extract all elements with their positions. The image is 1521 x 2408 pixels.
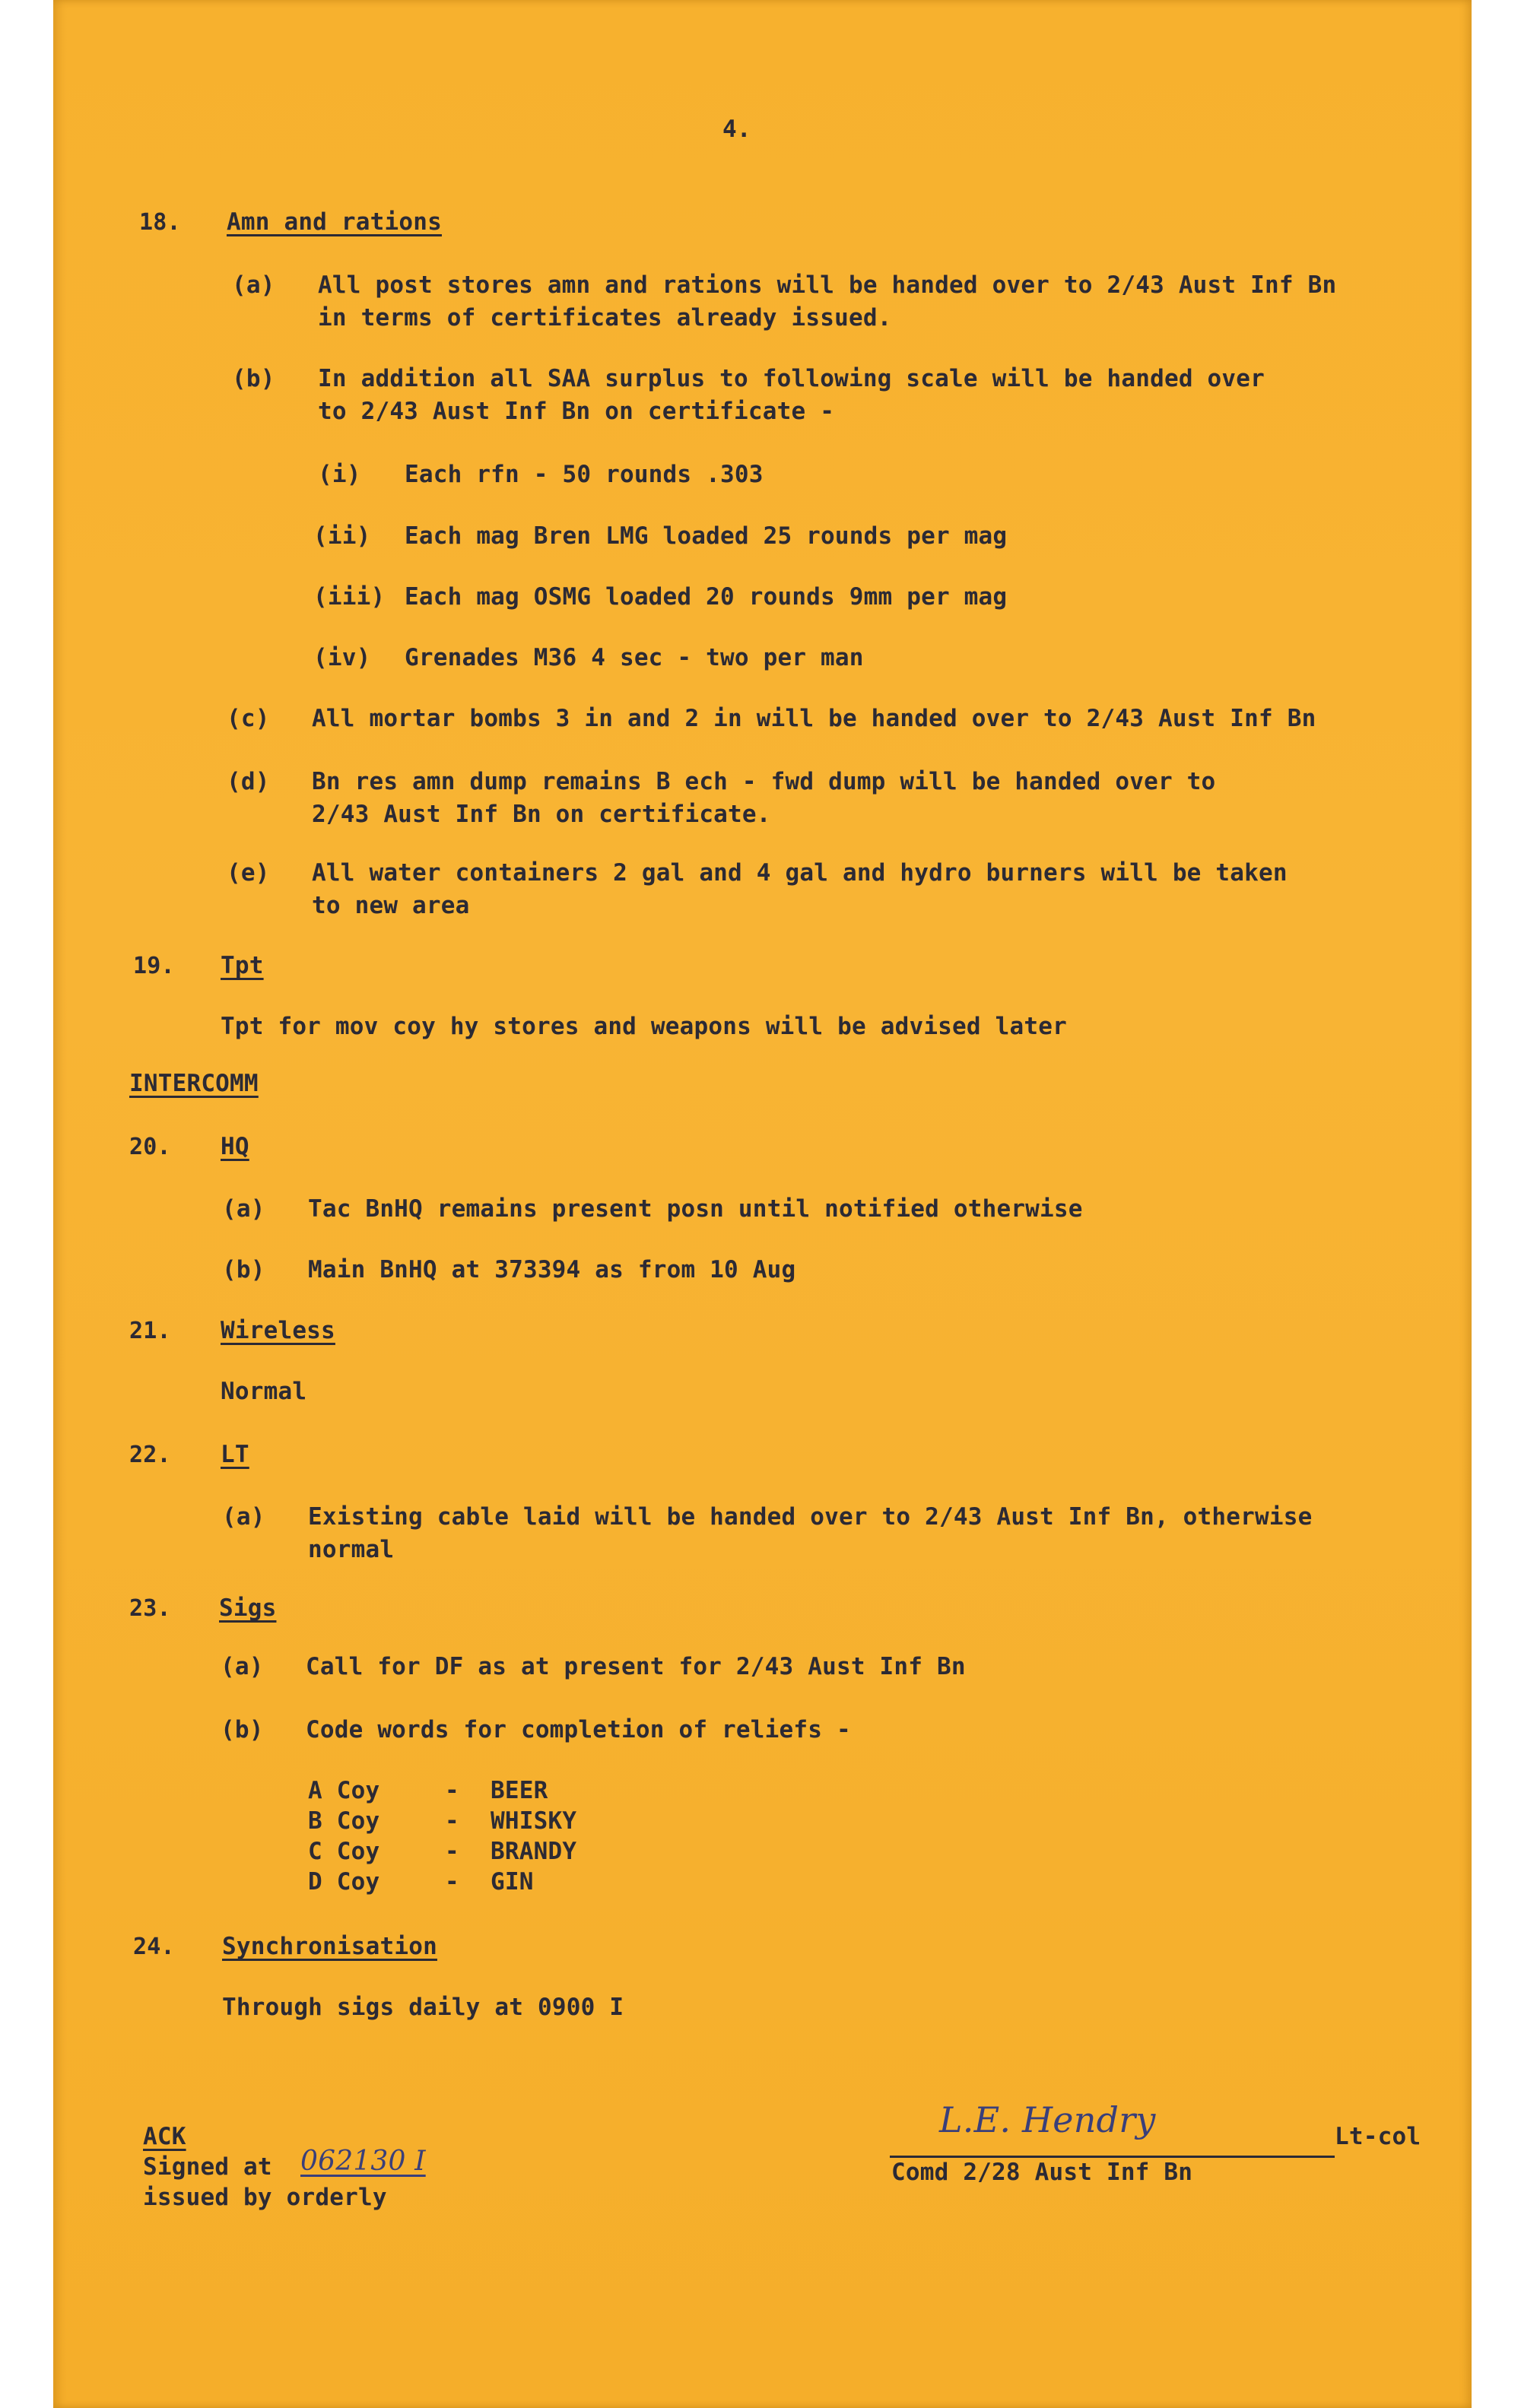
section-18b-i-text: Each rfn - 50 rounds .303	[405, 461, 764, 488]
section-18d-label: (d)	[227, 768, 270, 795]
section-20b-label: (b)	[222, 1256, 265, 1283]
code-row-dash: -	[445, 1868, 459, 1896]
section-22a-label: (a)	[222, 1503, 265, 1531]
section-19-title: Tpt	[221, 952, 264, 979]
section-18a-line1: All post stores amn and rations will be handed over to 2/43 Aust Inf Bn	[318, 271, 1337, 299]
section-20-title: HQ	[221, 1133, 249, 1160]
code-row-word: BEER	[491, 1777, 548, 1804]
section-18-number: 18.	[139, 209, 181, 236]
section-22-number: 22.	[129, 1442, 171, 1468]
section-20-number: 20.	[129, 1134, 171, 1160]
section-19-text: Tpt for mov coy hy stores and weapons will be advised later	[221, 1013, 1067, 1040]
section-22a-line1: Existing cable laid will be handed over to 2/43 Aust Inf Bn, otherwise	[308, 1503, 1313, 1531]
issued-by-label: issued by orderly	[143, 2184, 387, 2211]
section-19-number: 19.	[133, 953, 175, 979]
section-18a-line2: in terms of certificates already issued.	[318, 304, 892, 332]
commander-signature: L.E. Hendry	[939, 2099, 1156, 2140]
code-row-word: BRANDY	[491, 1838, 577, 1865]
section-18b-line1: In addition all SAA surplus to following scale will be handed over	[318, 365, 1265, 392]
section-21-number: 21.	[129, 1318, 171, 1344]
section-23a-label: (a)	[221, 1653, 264, 1680]
section-18b-iii-label: (iii)	[313, 583, 386, 611]
commander-rank: Lt-col	[1335, 2123, 1421, 2150]
section-20a-text: Tac BnHQ remains present posn until notified otherwise	[308, 1195, 1083, 1223]
section-22-title: LT	[221, 1441, 249, 1468]
section-18e-line2: to new area	[312, 892, 470, 919]
section-18e-line1: All water containers 2 gal and 4 gal and hydro burners will be taken	[312, 859, 1288, 887]
section-18b-i-label: (i)	[318, 461, 361, 488]
code-row-coy: B Coy	[308, 1807, 380, 1835]
intercomm-heading: INTERCOMM	[129, 1070, 259, 1097]
section-18b-iv-label: (iv)	[313, 644, 371, 671]
section-20b-text: Main BnHQ at 373394 as from 10 Aug	[308, 1256, 796, 1283]
section-23a-text: Call for DF as at present for 2/43 Aust Inf Bn	[306, 1653, 966, 1680]
section-18b-iv-text: Grenades M36 4 sec - two per man	[405, 644, 864, 671]
section-18b-iii-text: Each mag OSMG loaded 20 rounds 9mm per mag	[405, 583, 1008, 611]
code-row-coy: D Coy	[308, 1868, 380, 1896]
section-18d-line1: Bn res amn dump remains B ech - fwd dump will be handed over to	[312, 768, 1216, 795]
code-row-coy: A Coy	[308, 1777, 380, 1804]
section-21-title: Wireless	[221, 1317, 335, 1344]
ack-label: ACK	[143, 2123, 186, 2150]
code-row-dash: -	[445, 1777, 459, 1804]
signed-at-label: Signed at	[143, 2153, 272, 2181]
section-18a-label: (a)	[232, 271, 275, 299]
section-24-title: Synchronisation	[222, 1933, 437, 1960]
section-20a-label: (a)	[222, 1195, 265, 1223]
section-18c-text: All mortar bombs 3 in and 2 in will be handed over to 2/43 Aust Inf Bn	[312, 705, 1316, 732]
page-number: 4.	[722, 116, 751, 143]
section-23-title: Sigs	[219, 1594, 277, 1622]
section-23b-text: Code words for completion of reliefs -	[306, 1716, 851, 1743]
section-18b-ii-text: Each mag Bren LMG loaded 25 rounds per mag	[405, 522, 1008, 550]
section-24-number: 24.	[133, 1934, 175, 1960]
code-row-coy: C Coy	[308, 1838, 380, 1865]
section-23-number: 23.	[129, 1595, 171, 1622]
code-row-dash: -	[445, 1838, 459, 1865]
section-18c-label: (c)	[227, 705, 270, 732]
signed-at-time: 062130 I	[300, 2146, 426, 2177]
code-row-dash: -	[445, 1807, 459, 1835]
code-row-word: WHISKY	[491, 1807, 577, 1835]
commander-title: Comd 2/28 Aust Inf Bn	[891, 2159, 1193, 2186]
section-22a-line2: normal	[308, 1536, 395, 1563]
section-18b-label: (b)	[232, 365, 275, 392]
section-21-text: Normal	[221, 1378, 307, 1405]
section-18-title: Amn and rations	[227, 208, 442, 236]
section-18b-line2: to 2/43 Aust Inf Bn on certificate -	[318, 398, 835, 425]
section-18e-label: (e)	[227, 859, 270, 887]
section-18d-line2: 2/43 Aust Inf Bn on certificate.	[312, 801, 771, 828]
section-18b-ii-label: (ii)	[313, 522, 371, 550]
code-row-word: GIN	[491, 1868, 534, 1896]
section-24-text: Through sigs daily at 0900 I	[222, 1994, 624, 2021]
section-23b-label: (b)	[221, 1716, 264, 1743]
